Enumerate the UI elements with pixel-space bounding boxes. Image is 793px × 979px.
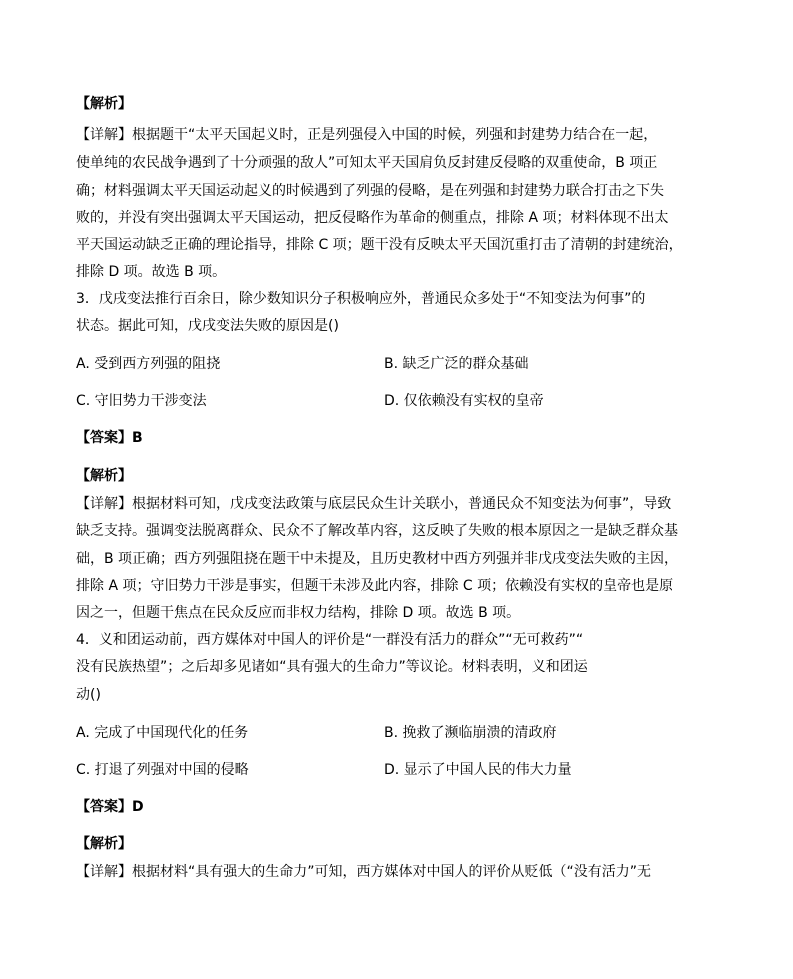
option-a: A. 受到西方列强的阻挠: [76, 356, 221, 372]
analysis-line: 平天国运动缺乏正确的理论指导，排除 C 项；题干没有反映太平天国沉重打击了清朝的封建统治，: [76, 237, 683, 253]
answer: 【答案】B: [76, 430, 143, 446]
option-b: B. 缺乏广泛的群众基础: [384, 356, 529, 372]
analysis-line: 【详解】根据材料“具有强大的生命力”可知，西方媒体对中国人的评价从贬低（“没有活力”无: [76, 864, 652, 880]
option-d: D. 仅依赖没有实权的皇帝: [384, 393, 544, 409]
analysis-heading: 【解析】: [76, 96, 132, 112]
analysis-line: 使单纯的农民战争遇到了十分顽强的敌人”可知太平天国肩负反封建反侵略的双重使命，B 项正: [76, 155, 658, 171]
question-stem: 动(): [76, 687, 101, 703]
question-stem: 状态。据此可知，戊戌变法失败的原因是(): [76, 318, 339, 334]
analysis-line: 排除 A 项；守旧势力干涉是事实，但题干未涉及此内容，排除 C 项；依赖没有实权的皇帝也是原: [76, 578, 674, 594]
analysis-line: 【详解】根据材料可知，戊戌变法政策与底层民众生计关联小，普通民众不知变法为何事”，导致: [76, 496, 672, 512]
question-stem: 3．戊戌变法推行百余日，除少数知识分子积极响应外，普通民众多处于“不知变法为何事”的: [76, 291, 646, 307]
analysis-line: 排除 D 项。故选 B 项。: [76, 264, 227, 280]
analysis-line: 【详解】根据题干“太平天国起义时，正是列强侵入中国的时候，列强和封建势力结合在一起，: [76, 127, 658, 143]
analysis-heading: 【解析】: [76, 468, 132, 484]
analysis-line: 确；材料强调太平天国运动起义的时候遇到了列强的侵略，是在列强和封建势力联合打击之下失: [76, 183, 664, 199]
question-stem: 没有民族热望”；之后却多见诸如“具有强大的生命力”等议论。材料表明，义和团运: [76, 659, 588, 675]
analysis-line: 缺乏支持。强调变法脱离群众、民众不了解改革内容，这反映了失败的根本原因之一是缺乏群众基: [76, 523, 678, 539]
analysis-heading: 【解析】: [76, 836, 132, 852]
analysis-line: 础，B 项正确；西方列强阻挠在题干中未提及，且历史教材中西方列强并非戊戌变法失败的主因，: [76, 551, 679, 567]
option-b: B. 挽救了濒临崩溃的清政府: [384, 725, 557, 741]
question-stem: 4．义和团运动前，西方媒体对中国人的评价是“一群没有活力的群众”“无可救药”“: [76, 632, 584, 648]
option-a: A. 完成了中国现代化的任务: [76, 725, 249, 741]
option-c: C. 打退了列强对中国的侵略: [76, 762, 249, 778]
option-d: D. 显示了中国人民的伟大力量: [384, 762, 572, 778]
option-c: C. 守旧势力干涉变法: [76, 393, 207, 409]
analysis-line: 败的，并没有突出强调太平天国运动，把反侵略作为革命的侧重点，排除 A 项；材料体现不出太: [76, 210, 669, 226]
analysis-line: 因之一，但题干焦点在民众反应而非权力结构，排除 D 项。故选 B 项。: [76, 605, 521, 621]
answer: 【答案】D: [76, 799, 144, 815]
